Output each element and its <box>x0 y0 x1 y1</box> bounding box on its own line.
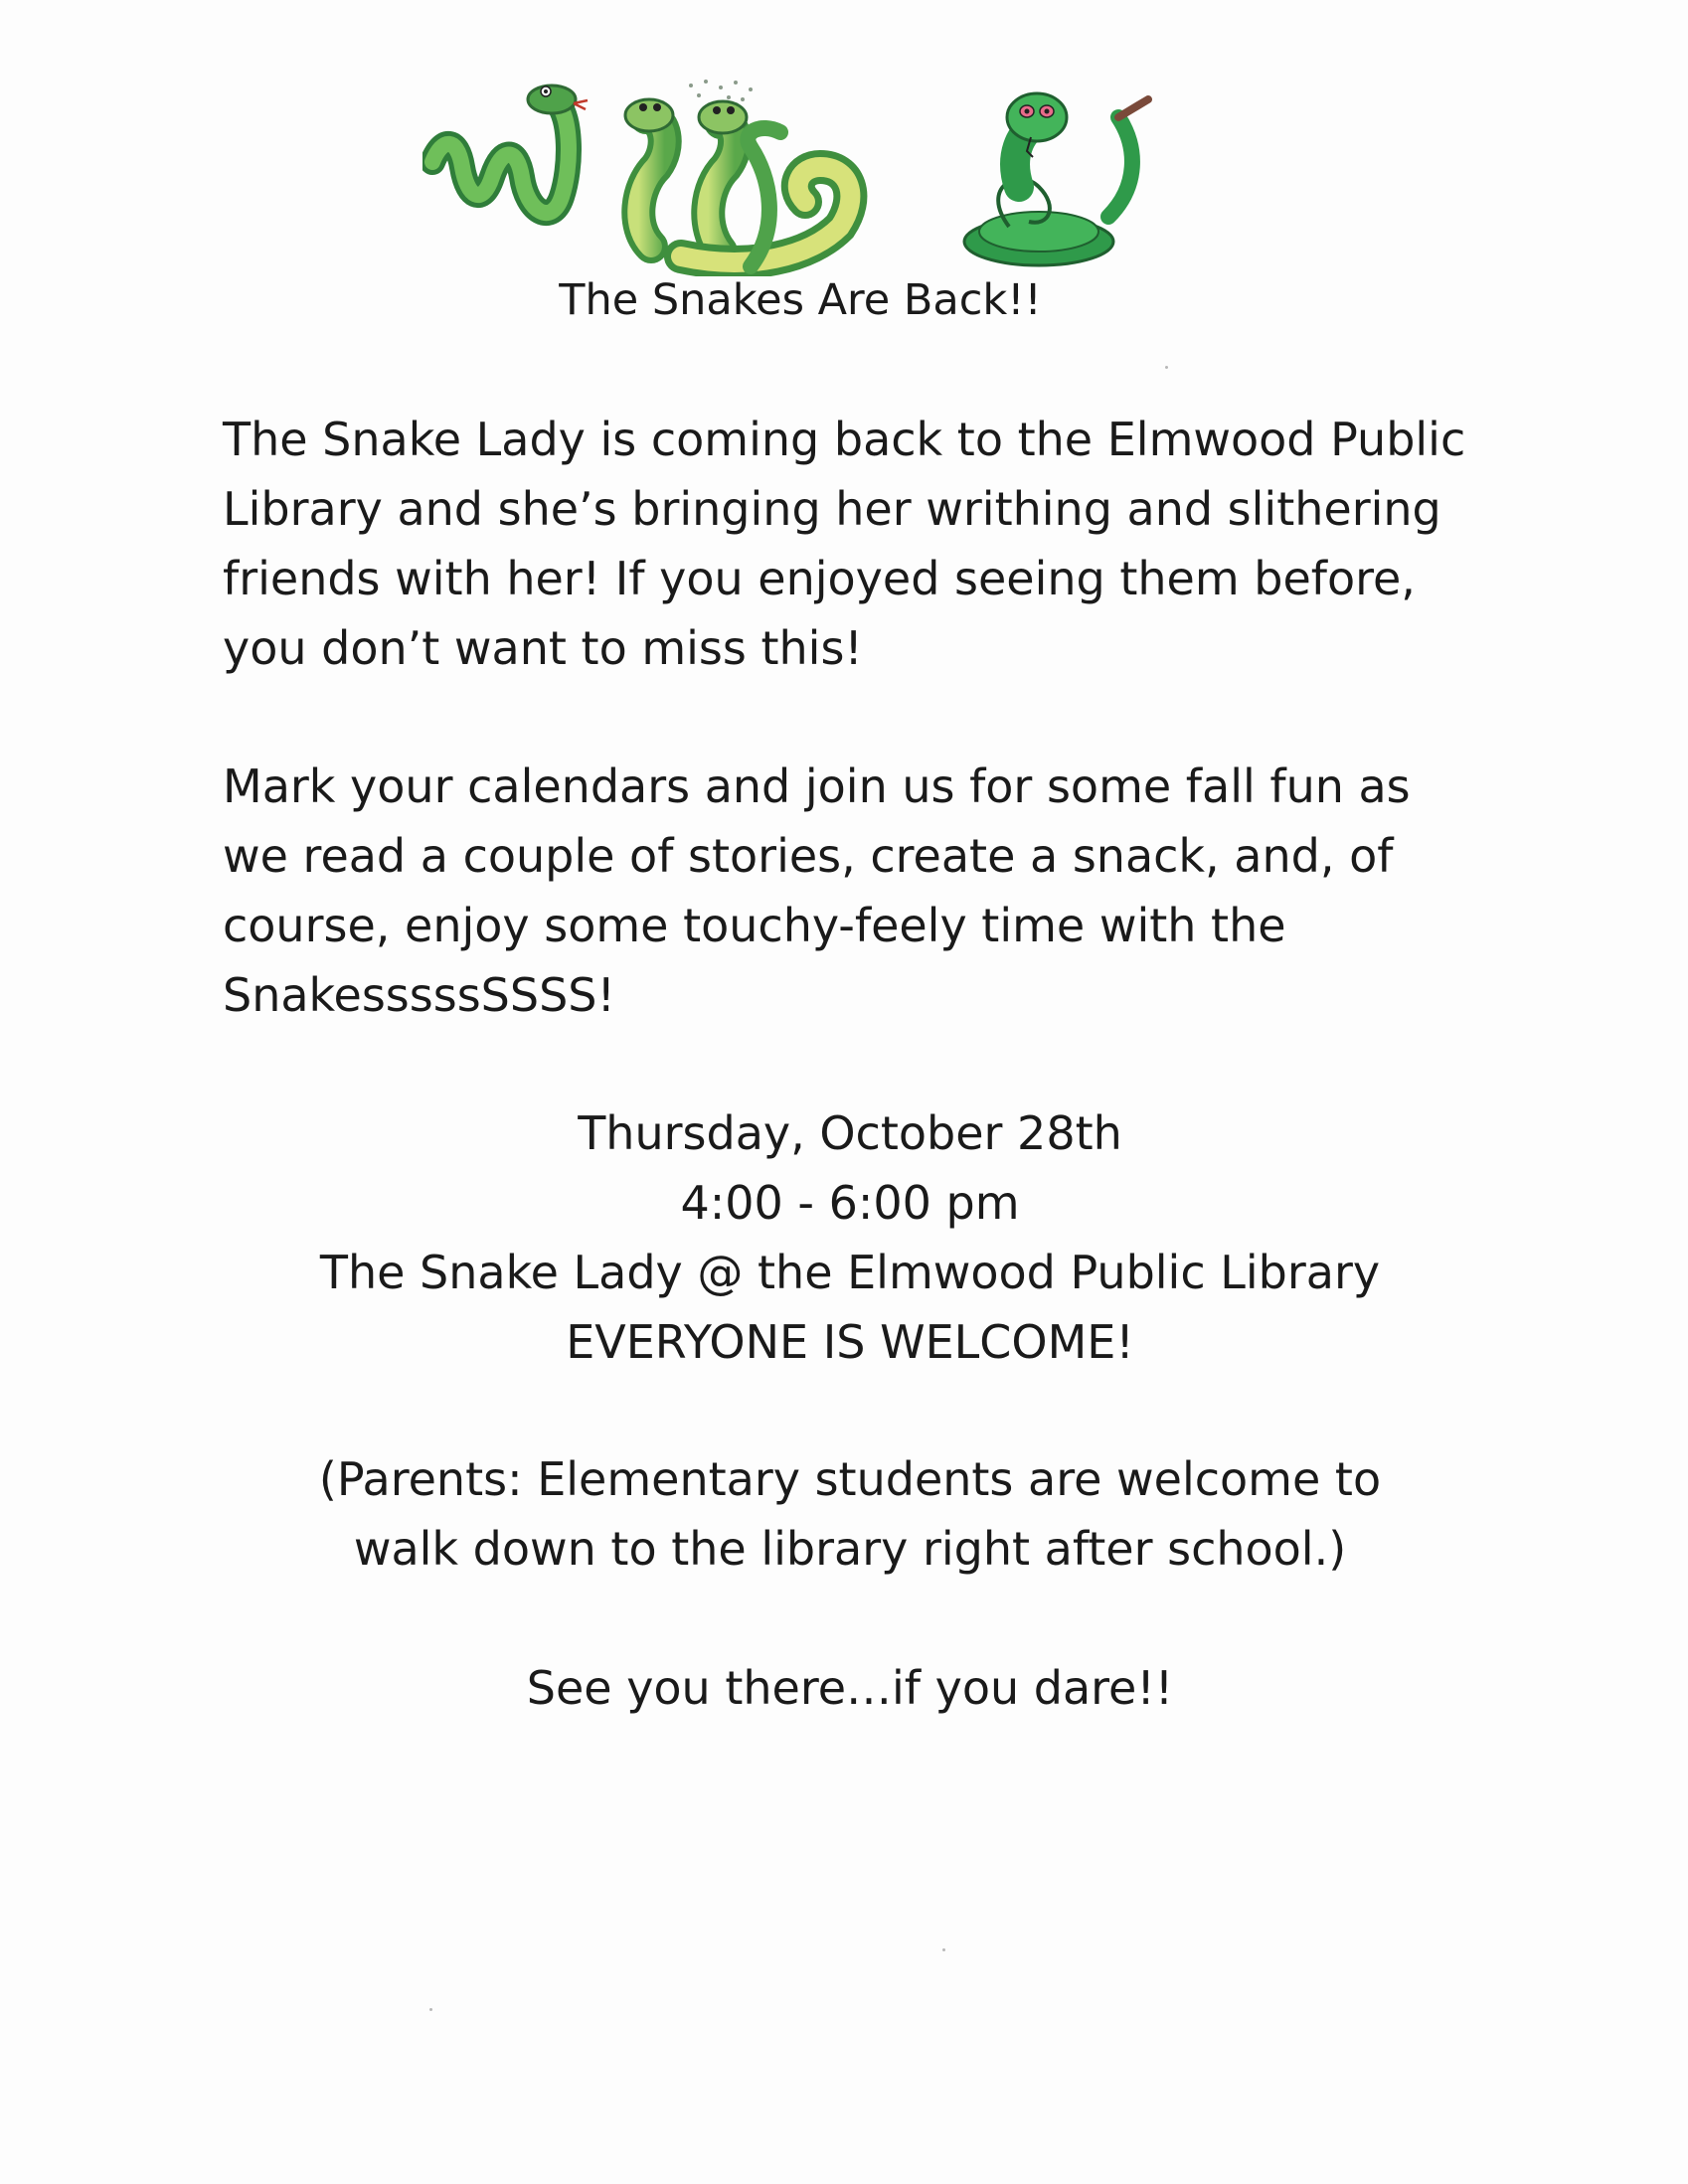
wavy-snake-icon <box>432 85 588 213</box>
scan-speck <box>942 1948 945 1951</box>
closing-line <box>0 1653 1688 1723</box>
flyer-title: The Snakes Are Back!! <box>559 275 1042 325</box>
details-line: course, enjoy some touchy-feely time with the <box>223 899 1286 952</box>
intro-line: Library and she’s bringing her writhing and slithering <box>223 482 1441 536</box>
parents-note <box>0 1444 1688 1584</box>
details-line: SnakesssssSSSS! <box>223 968 615 1022</box>
scan-speck <box>429 2008 432 2011</box>
details-paragraph <box>223 752 1515 1030</box>
event-info <box>0 1098 1688 1377</box>
intro-paragraph <box>223 405 1515 683</box>
event-location: The Snake Lady @ the Elmwood Public Library <box>319 1246 1381 1299</box>
event-time: 4:00 - 6:00 pm <box>680 1176 1020 1230</box>
scan-speck <box>1165 366 1168 369</box>
note-line: (Parents: Elementary students are welcome to <box>318 1452 1382 1506</box>
details-line: we read a couple of stories, create a snack, and, of <box>223 829 1394 883</box>
details-line: Mark your calendars and join us for some fall fun as <box>223 759 1411 813</box>
intro-line: you don’t want to miss this! <box>223 621 863 675</box>
event-date: Thursday, October 28th <box>578 1106 1122 1160</box>
intro-line: The Snake Lady is coming back to the Elmwood Public <box>223 413 1466 466</box>
intro-line: friends with her! If you enjoyed seeing them before, <box>223 552 1416 605</box>
closing-text: See you there…if you dare!! <box>526 1661 1174 1715</box>
coiled-snake-icon <box>964 93 1148 265</box>
event-welcome: EVERYONE IS WELCOME! <box>566 1315 1134 1369</box>
note-line: walk down to the library right after school.) <box>353 1522 1347 1576</box>
upright-snakes-icon <box>625 80 850 266</box>
snakes-clipart-icon <box>422 78 1178 276</box>
